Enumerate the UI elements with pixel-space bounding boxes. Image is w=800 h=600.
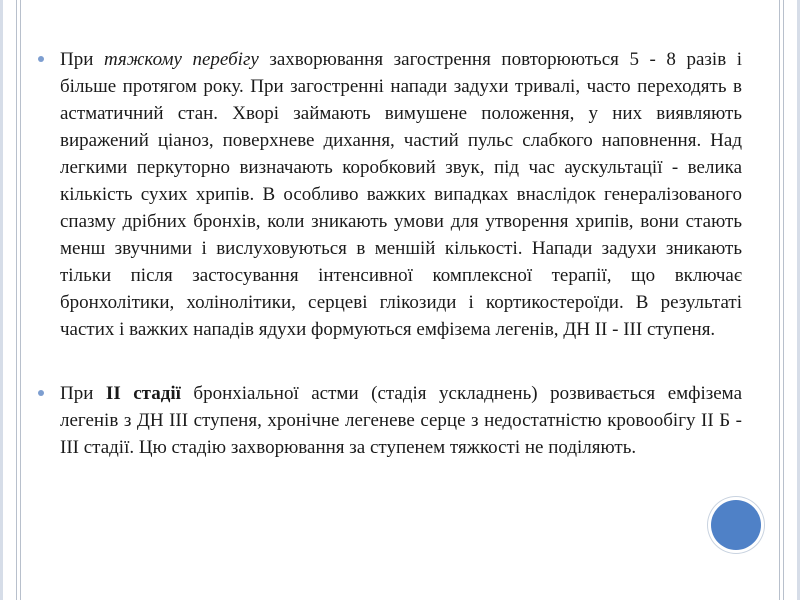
paragraph-stage-two [38, 380, 742, 461]
left-frame-line-inner [20, 0, 21, 600]
left-border-strip [0, 0, 3, 600]
slide-content [38, 46, 742, 461]
right-frame-line [783, 0, 784, 600]
left-frame-line [16, 0, 17, 600]
paragraph-emphasis: ІІ стадії [105, 383, 181, 404]
bullet-icon [38, 390, 44, 396]
paragraph-lead: При [60, 383, 106, 404]
paragraph-emphasis: тяжкому перебігу [103, 49, 259, 70]
paragraph-text: бронхіальної астми (стадія ускладнень) розвивається емфізема легенів з ДН ІІІ ступеня, хронічне легеневе серце з недостатністю кровообігу ІІ Б - ІІІ стадії. Цю стадію захворювання за ступенем тяжкості не поділяють. [60, 383, 743, 458]
decorative-circle-icon [711, 500, 761, 550]
paragraph-text: захворювання загострення повторюються 5 - 8 разів і більше протягом року. При загостренні напади задухи тривалі, часто переходять в астматичний стан. Хворі займають вимушене положення, у них виявляють виражений ціаноз, поверхневе дихання, частий пульс слабкого наповнення. Над легкими перкуторно визначають коробковий звук, під час аускультації - велика кількість сухих хрипів. В особливо важких випадках внаслідок генералізованого спазму дрібних бронхів, коли зникають умови для утворення хрипів, вони стають менш звучними і вислуховуються в меншій кількості. Напади задухи зникають тільки після застосування інтенсивної комплексної терапії, що включає бронхолітики, холінолітики, серцеві глікозиди і кортикостероїди. В результаті частих і важких нападів ядухи формуються емфізема легенів, ДН ІІ - ІІІ ступеня. [60, 49, 743, 340]
right-frame-line-inner [779, 0, 780, 600]
paragraph-severe-course [38, 46, 742, 343]
bullet-icon [38, 56, 44, 62]
paragraph-lead: При [60, 49, 104, 70]
